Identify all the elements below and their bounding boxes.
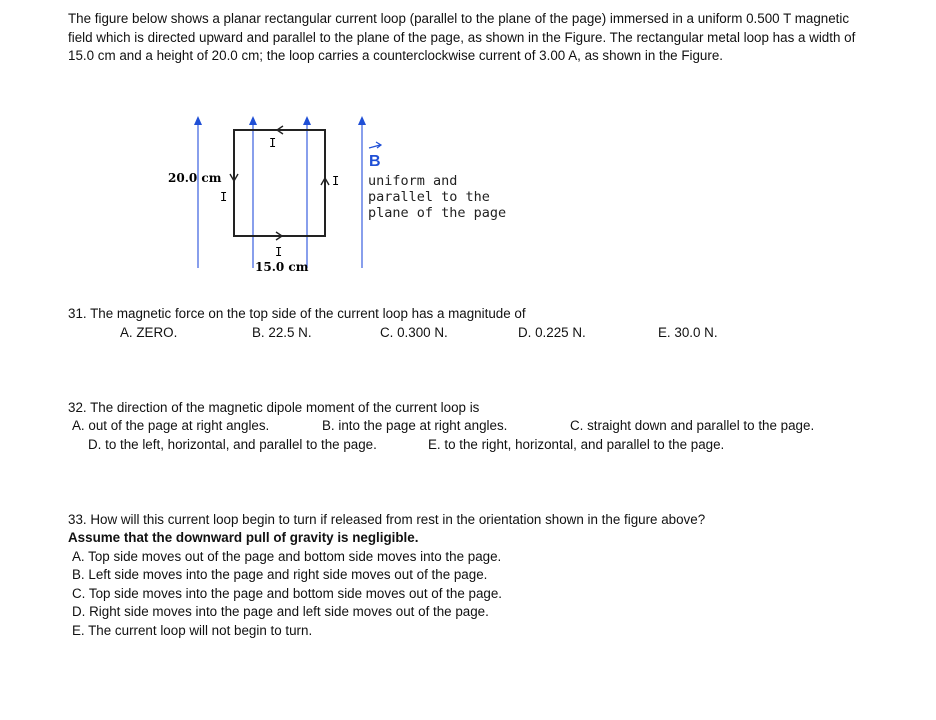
question-31-stem: 31. The magnetic force on the top side of the current loop has a magnitude of — [68, 306, 526, 321]
field-note-line-2: parallel to the — [368, 189, 490, 205]
question-31-option-e: E. 30.0 N. — [658, 325, 718, 340]
field-arrow-icon — [194, 116, 202, 125]
field-arrow-icon — [249, 116, 257, 125]
question-32-stem: 32. The direction of the magnetic dipole moment of the current loop is — [68, 400, 480, 415]
field-arrowheads — [194, 116, 366, 125]
question-33-option-e: E. The current loop will not begin to turn. — [72, 623, 313, 638]
field-note-line-1: uniform and — [368, 173, 458, 189]
height-label: 20.0 cm — [168, 171, 222, 185]
question-33-stem: 33. How will this current loop begin to turn if released from rest in the orientation shown in the figure above? — [68, 512, 706, 527]
question-31-option-b: B. 22.5 N. — [252, 325, 312, 340]
width-label: 15.0 cm — [255, 260, 309, 274]
current-label-right: I — [332, 174, 340, 188]
field-arrow-icon — [303, 116, 311, 125]
question-33-note: Assume that the downward pull of gravity is negligible. — [68, 530, 419, 545]
question-31-option-d: D. 0.225 N. — [518, 325, 586, 340]
current-loop-figure — [0, 0, 560, 290]
question-33-option-d: D. Right side moves into the page and left side moves out of the page. — [72, 604, 489, 619]
question-33-option-c: C. Top side moves into the page and bottom side moves out of the page. — [72, 586, 503, 601]
question-33-option-b: B. Left side moves into the page and right side moves out of the page. — [72, 567, 488, 582]
field-symbol: B — [369, 153, 381, 170]
current-direction-arrows — [230, 126, 329, 240]
current-loop — [234, 130, 325, 236]
question-32-option-a: A. out of the page at right angles. — [72, 418, 270, 433]
question-32-option-c: C. straight down and parallel to the page. — [570, 418, 815, 433]
question-32-option-b: B. into the page at right angles. — [322, 418, 508, 433]
question-31-option-a: A. ZERO. — [120, 325, 178, 340]
current-label-left: I — [220, 190, 228, 204]
current-label-top: I — [269, 136, 277, 150]
question-32-option-e: E. to the right, horizontal, and parallel to the page. — [428, 437, 725, 452]
question-31-option-c: C. 0.300 N. — [380, 325, 448, 340]
question-33-option-a: A. Top side moves out of the page and bottom side moves into the page. — [72, 549, 502, 564]
vector-arrow-icon — [369, 142, 381, 148]
current-label-bottom: I — [275, 245, 283, 259]
field-note-line-3: plane of the page — [368, 205, 507, 221]
question-32-option-d: D. to the left, horizontal, and parallel to the page. — [88, 437, 377, 452]
field-arrow-icon — [358, 116, 366, 125]
problem-intro: The figure below shows a planar rectangular current loop (parallel to the plane of the page) immersed in a uniform 0.500 T magnetic field which is directed upward and parallel to the plane of the page, as shown in the Figure. The rectangular metal loop has a width of 15.0 cm and a height of 20.0 cm; the loop carries a counterclockwise current of 3.00 A, as shown in the Figure. — [68, 11, 856, 63]
